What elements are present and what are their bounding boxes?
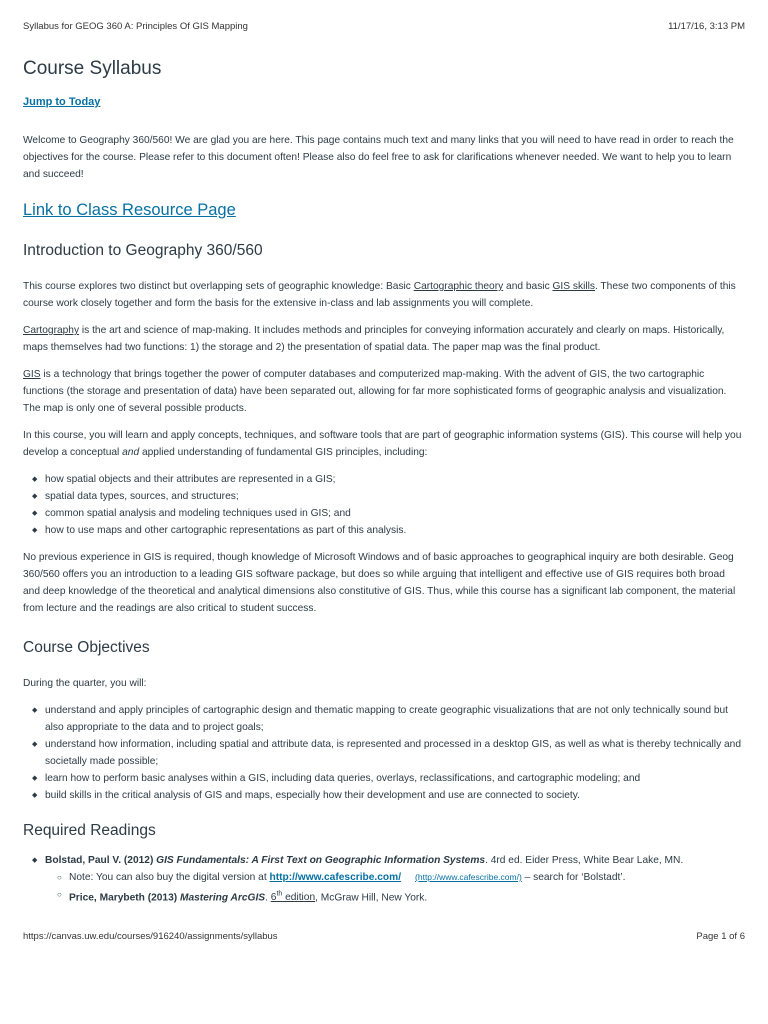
page-title: Course Syllabus — [23, 58, 162, 79]
welcome-paragraph: Welcome to Geography 360/560! We are glad you are here. This page contains much text and many links that you will need to have read in order to reach the objectives for the course. Please refer to this document often! Please also do feel free to ask for clarifications whenever needed. We want to help you to learn and succeed! — [23, 135, 734, 180]
page-number: Page 1 of 6 — [696, 931, 745, 942]
intro-paragraph-1: This course explores two distinct but overlapping sets of geographic knowledge: Basic Cartographic theory and basic GIS skills. These two components of this course work closely together and form the basis for the extensive in-class and lab assignments you will complete. — [23, 281, 736, 309]
list-item: ◆ how spatial objects and their attributes are represented in a GIS; — [45, 471, 743, 488]
objectives-lead: During the quarter, you will: — [23, 678, 147, 689]
intro-paragraph-5: No previous experience in GIS is required, though knowledge of Microsoft Windows and of basic approaches to geographical inquiry are both desirable. Geog 360/560 offers you an introduction to a leading GIS software package, but does so while arguing that intelligent and effective use of GIS requires both broad and deep knowledge of the theoretical and analytical dimensions also constitutive of GIS. Thus, while this course has a significant lab component, the material from lecture and the readings are also critical to student success. — [23, 552, 736, 614]
intro-paragraph-4: In this course, you will learn and apply concepts, techniques, and software tools that are part of geographic information systems (GIS). This course will help you develop a conceptual and applied understanding of fundamental GIS principles, including: — [23, 430, 742, 458]
reading-price: ○ Price, Marybeth (2013) Mastering ArcGIS. 6th edition, McGraw Hill, New York. — [69, 886, 743, 906]
class-resource-link[interactable]: Link to Class Resource Page — [23, 201, 236, 219]
syllabus-content — [23, 58, 743, 906]
print-footer — [23, 931, 745, 942]
reading-notes — [45, 869, 743, 906]
cafescribe-link[interactable]: http://www.cafescribe.com/ — [269, 872, 402, 883]
cafescribe-note: ○ Note: You can also buy the digital version at http://www.cafescribe.com/ (http://www.cafescribe.com/) – search for ‘Bolstadt’. — [69, 869, 743, 886]
print-header — [23, 21, 745, 32]
readings-list — [23, 852, 743, 906]
list-item: ◆ common spatial analysis and modeling techniques used in GIS; and — [45, 505, 743, 522]
page-url: https://canvas.uw.edu/courses/916240/assignments/syllabus — [23, 931, 278, 942]
objectives-list — [23, 702, 743, 804]
list-item: ◆ how to use maps and other cartographic representations as part of this analysis. — [45, 522, 743, 539]
cartographic-theory-link[interactable]: Cartographic theory — [413, 281, 504, 292]
objectives-heading: Course Objectives — [23, 639, 150, 656]
list-item: ◆ build skills in the critical analysis of GIS and maps, especially how their development and use are connected to society. — [45, 787, 743, 804]
intro-paragraph-3: GIS is a technology that brings together the power of computer databases and computerized map-making. With the advent of GIS, the two cartographic functions (the storage and presentation of data) have been separated out, allowing for far more sophisticated forms of geographic analysis and visualization. The map is only one of several possible products. — [23, 369, 727, 414]
gis-link[interactable]: GIS — [23, 369, 41, 380]
list-item: ◆ learn how to perform basic analyses within a GIS, including data queries, overlays, reclassifications, and cartographic modeling; and — [45, 770, 743, 787]
cafescribe-url-link[interactable]: (http://www.cafescribe.com/) — [415, 872, 522, 882]
gis-skills-link[interactable]: GIS skills — [552, 281, 595, 292]
print-timestamp: 11/17/16, 3:13 PM — [668, 21, 745, 32]
edition-text: 6th edition — [270, 891, 316, 904]
reading-bolstad: ◆ Bolstad, Paul V. (2012) GIS Fundamentals: A First Text on Geographic Information Systems. 4rd ed. Eider Press, White Bear Lake, MN. ○ Note: You can also buy the digital version at http://www.cafescribe.com/ (http://www.cafescribe.com/) – search for ‘Bolstadt’. ○ Price, Marybeth (2013) Mastering ArcGIS. 6th edition, McGraw Hill, New York. — [45, 852, 743, 906]
list-item: ◆ understand how information, including spatial and attribute data, is represented and processed in a desktop GIS, as well as what is thereby technically and societally made possible; — [45, 736, 743, 770]
principles-list — [23, 471, 743, 539]
intro-heading: Introduction to Geography 360/560 — [23, 242, 263, 259]
intro-paragraph-2: Cartography is the art and science of map-making. It includes methods and principles for conveying information accurately and clearly on maps. Historically, maps themselves had two functions: 1) the storage and 2) the presentation of spatial data. The paper map was the final product. — [23, 325, 725, 353]
readings-heading: Required Readings — [23, 822, 156, 839]
cartography-link[interactable]: Cartography — [23, 325, 80, 336]
list-item: ◆ spatial data types, sources, and structures; — [45, 488, 743, 505]
document-title: Syllabus for GEOG 360 A: Principles Of GIS Mapping — [23, 21, 248, 32]
list-item: ◆ understand and apply principles of cartographic design and thematic mapping to create geographic visualizations that are not only technically sound but also appropriate to the data and to project goals; — [45, 702, 743, 736]
jump-to-today-link[interactable]: Jump to Today — [23, 96, 101, 108]
